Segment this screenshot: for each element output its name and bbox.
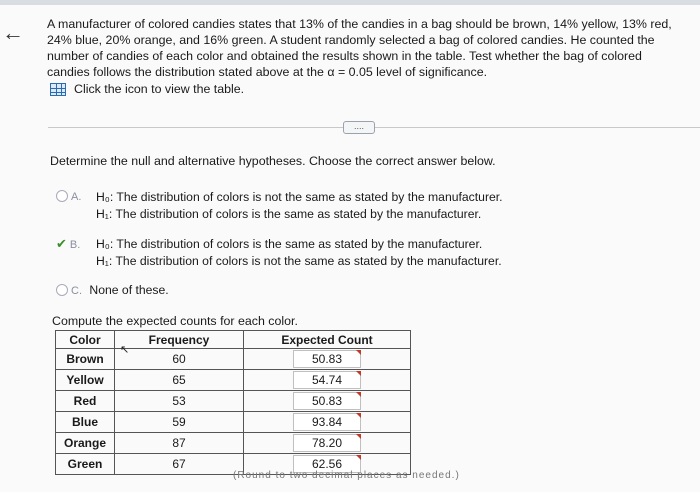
expected-cell — [244, 391, 411, 412]
expected-input[interactable]: 50.83 — [293, 392, 361, 410]
header-expected: Expected Count — [244, 331, 411, 349]
problem-statement: A manufacturer of colored candies states that 13% of the candies in a bag should be brown, 14% yellow, 13% red, 24% blue, 20% orange, and 16% green. A student randomly selected a bag of colored candies. He counted the number of candies of each color and obtained the results shown in the table. Test whether the bag of colored candies follows the distribution stated above at the α = 0.05 level of significance. — [47, 17, 672, 79]
expected-input[interactable]: 62.56 — [293, 455, 361, 473]
expected-input[interactable]: 54.74 — [293, 371, 361, 389]
option-c-radio[interactable] — [56, 284, 68, 296]
expand-more-button[interactable]: .... — [343, 121, 375, 134]
color-cell: Blue — [56, 412, 115, 433]
expected-cell — [244, 433, 411, 454]
expected-input[interactable]: 78.20 — [293, 434, 361, 452]
option-c[interactable] — [56, 282, 169, 300]
view-table-link[interactable] — [50, 82, 244, 96]
option-a-h0: H₀: The distribution of colors is not the same as stated by the manufacturer. — [96, 190, 503, 204]
frequency-cell: 59 — [115, 412, 244, 433]
color-cell: Red — [56, 391, 115, 412]
option-b-letter: B. — [69, 239, 81, 251]
table-row — [56, 412, 411, 433]
header-color: Color — [56, 331, 115, 349]
expected-cell — [244, 349, 411, 370]
frequency-cell: 53 — [115, 391, 244, 412]
rounding-instruction: (Round to two decimal places as needed.) — [233, 470, 460, 480]
table-row — [56, 391, 411, 412]
color-cell: Orange — [56, 433, 115, 454]
color-cell: Yellow — [56, 370, 115, 391]
expected-counts-table — [55, 330, 411, 475]
table-row — [56, 370, 411, 391]
color-cell: Green — [56, 454, 115, 475]
option-b[interactable] — [56, 235, 502, 268]
top-bar — [0, 0, 700, 5]
selected-check-icon: ✔ — [56, 236, 67, 251]
option-a-h1: H₁: The distribution of colors is the same as stated by the manufacturer. — [96, 207, 482, 221]
mouse-cursor-icon: ↖ — [120, 344, 130, 356]
expected-input[interactable]: 93.84 — [293, 413, 361, 431]
frequency-cell: 65 — [115, 370, 244, 391]
option-b-h1: H₁: The distribution of colors is not the same as stated by the manufacturer. — [96, 254, 502, 268]
view-table-label: Click the icon to view the table. — [74, 82, 245, 96]
frequency-cell: 67 — [115, 454, 244, 475]
back-arrow-icon[interactable]: ← — [2, 20, 24, 45]
option-a[interactable] — [56, 188, 503, 221]
table-grid-icon[interactable] — [50, 83, 66, 96]
table-header-row — [56, 331, 411, 349]
expected-cell — [244, 370, 411, 391]
header-frequency: Frequency — [115, 331, 244, 349]
color-cell: Brown — [56, 349, 115, 370]
option-b-h0: H₀: The distribution of colors is the same as stated by the manufacturer. — [96, 237, 483, 251]
option-c-letter: C. — [71, 285, 82, 297]
table-row — [56, 349, 411, 370]
table-row — [56, 433, 411, 454]
option-a-letter: A. — [71, 191, 82, 203]
option-a-radio[interactable] — [56, 190, 68, 202]
option-c-text: None of these. — [89, 283, 169, 297]
expected-input[interactable]: 50.83 — [293, 350, 361, 368]
frequency-cell: 87 — [115, 433, 244, 454]
expected-counts-question: Compute the expected counts for each color. — [52, 314, 298, 328]
hypotheses-question: Determine the null and alternative hypotheses. Choose the correct answer below. — [50, 154, 496, 168]
frequency-cell: 60 — [115, 349, 244, 370]
expected-cell — [244, 412, 411, 433]
